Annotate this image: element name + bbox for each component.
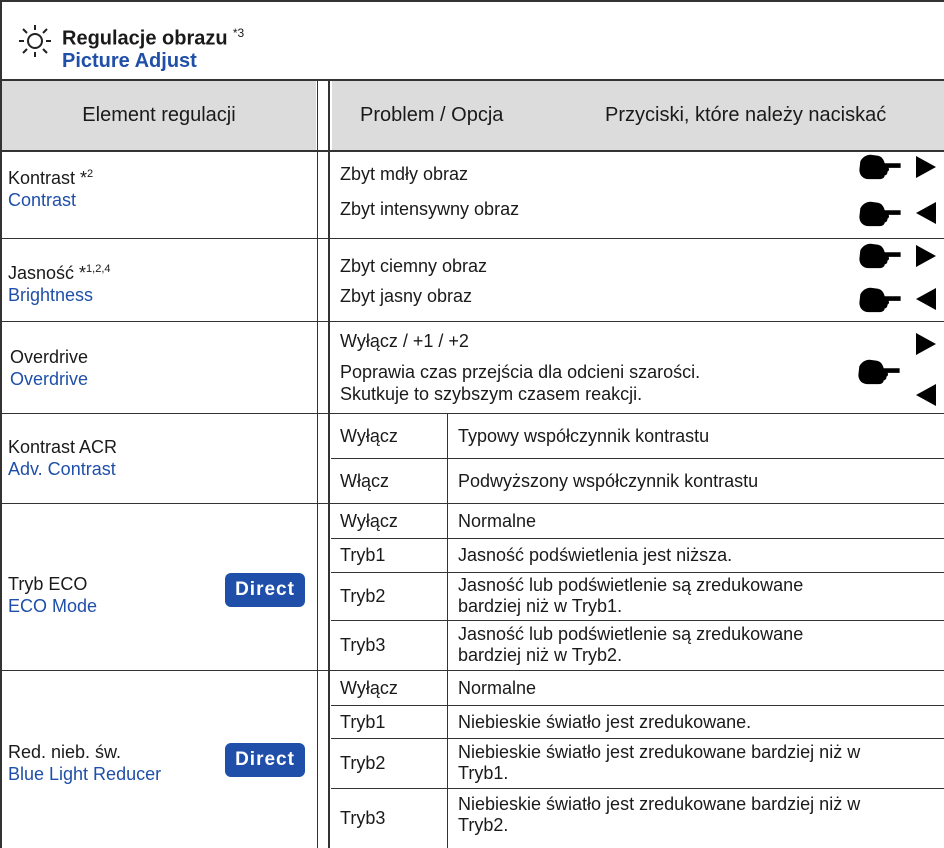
overdrive-desc-1: Poprawia czas przejścia dla odcieni szarości. <box>340 362 701 382</box>
page-title <box>62 22 244 73</box>
title-en: Picture Adjust <box>62 50 197 73</box>
blue-option-desc: Niebieskie światło jest zredukowane. <box>458 711 752 732</box>
triangle-left-icon <box>916 288 936 310</box>
acr-option-desc: Typowy współczynnik kontrastu <box>458 425 710 446</box>
direct-badge: Direct <box>225 743 305 777</box>
eco-option-name: Wyłącz <box>340 510 398 531</box>
acr-option-desc: Podwyższony współczynnik kontrastu <box>458 470 759 491</box>
title-pl: Regulacje obrazu <box>62 27 228 50</box>
eco-option-name: Tryb3 <box>340 635 386 655</box>
pointing-hand-icon <box>859 284 901 314</box>
brightness-option-bright: Zbyt jasny obraz <box>340 286 473 306</box>
label-overdrive: Overdrive Overdrive <box>10 347 89 389</box>
sun-icon <box>18 24 52 58</box>
column-problem: Problem / Opcja <box>360 103 504 126</box>
triangle-right-icon <box>916 245 936 267</box>
blue-option-name: Tryb3 <box>340 808 386 828</box>
pointing-hand-icon <box>859 240 901 270</box>
eco-option-desc: Jasność lub podświetlenie są zredukowane <box>458 575 804 595</box>
eco-option-name: Tryb2 <box>340 586 386 606</box>
eco-option-desc: Jasność lub podświetlenie są zredukowane <box>458 624 804 644</box>
contrast-option-dull: Zbyt mdły obraz <box>340 164 469 184</box>
pointing-hand-icon <box>859 151 901 181</box>
title-footnote: *3 <box>232 26 245 40</box>
triangle-right-icon <box>916 333 936 355</box>
blue-option-desc: Niebieskie światło jest zredukowane bardziej niż w <box>458 794 861 814</box>
eco-option-name: Tryb1 <box>340 545 386 565</box>
label-eco-mode: Tryb ECO ECO Mode <box>8 574 98 616</box>
brightness-option-dark: Zbyt ciemny obraz <box>340 256 488 276</box>
pointing-hand-icon <box>859 198 901 228</box>
overdrive-options: Wyłącz / +1 / +2 <box>340 331 469 351</box>
blue-option-desc: Tryb1. <box>458 763 509 783</box>
blue-option-desc: Niebieskie światło jest zredukowane bardziej niż w <box>458 742 861 762</box>
pointing-hand-icon <box>858 356 900 386</box>
blue-option-name: Tryb1 <box>340 711 386 732</box>
label-brightness: Jasność *$^{1,2,4}$ Brightness <box>8 263 111 305</box>
column-header-element: Element regulacji <box>2 80 316 150</box>
blue-option-name: Wyłącz <box>340 677 398 698</box>
eco-option-desc: bardziej niż w Tryb1. <box>458 596 623 616</box>
triangle-left-icon <box>916 384 936 406</box>
column-header-problem-buttons <box>332 80 944 150</box>
label-contrast: Kontrast *$^2$ Contrast <box>8 168 94 210</box>
eco-option-desc: bardziej niż w Tryb2. <box>458 645 623 665</box>
eco-option-desc: Jasność podświetlenia jest niższa. <box>458 545 733 565</box>
triangle-right-icon <box>916 156 936 178</box>
column-buttons: Przyciski, które należy naciskać <box>605 103 887 126</box>
triangle-left-icon <box>916 202 936 224</box>
label-adv-contrast: Kontrast ACR Adv. Contrast <box>8 437 118 479</box>
overdrive-desc-2: Skutkuje to szybszym czasem reakcji. <box>340 384 643 404</box>
blue-option-desc: Tryb2. <box>458 815 509 835</box>
blue-option-desc: Normalne <box>458 677 537 698</box>
eco-option-desc: Normalne <box>458 510 537 531</box>
acr-option-name: Włącz <box>340 470 389 491</box>
acr-option-name: Wyłącz <box>340 425 398 446</box>
blue-option-name: Tryb2 <box>340 753 386 773</box>
direct-badge: Direct <box>225 573 305 607</box>
contrast-option-intense: Zbyt intensywny obraz <box>340 199 520 219</box>
label-blue-light: Red. nieb. św. Blue Light Reducer <box>8 742 162 784</box>
